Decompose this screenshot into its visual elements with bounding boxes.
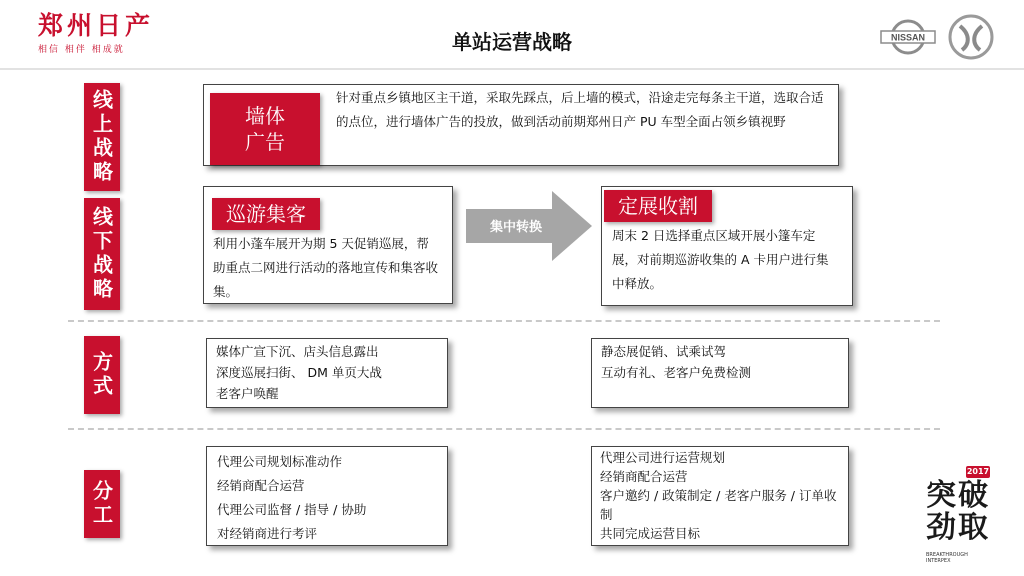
exhibit-description: 周末 2 日选择重点区域开展小篷车定展，对前期巡游收集的 A 卡用户进行集中释放。 bbox=[612, 228, 829, 291]
logo-main-text: 郑州日产 bbox=[38, 11, 155, 40]
method-right-list bbox=[601, 341, 841, 383]
list-item: 静态展促销、试乘试驾 bbox=[601, 344, 727, 359]
wall-ad-label bbox=[210, 93, 320, 165]
transfer-arrow-label: 集中转换 bbox=[489, 220, 542, 235]
list-item: 对经销商进行考评 bbox=[217, 526, 318, 541]
offline-strategy-text: 线下战略 bbox=[89, 206, 114, 302]
list-item: 经销商配合运营 bbox=[217, 478, 305, 493]
nissan-logo-text: NISSAN bbox=[890, 32, 926, 43]
division-label bbox=[84, 470, 120, 538]
list-item: 互动有礼、老客户免费检测 bbox=[601, 365, 752, 380]
list-item: 经销商配合运营 bbox=[600, 469, 688, 484]
exhibit-label: 定展收割 bbox=[604, 190, 712, 222]
list-item: 媒体广宣下沉、店头信息露出 bbox=[216, 344, 379, 359]
nissan-logo-icon bbox=[880, 18, 936, 56]
method-label bbox=[84, 336, 120, 414]
section-divider-1 bbox=[68, 320, 940, 322]
online-strategy-text: 线上战略 bbox=[89, 89, 114, 185]
header-divider bbox=[0, 68, 1024, 70]
list-item: 代理公司监督 / 指导 / 协助 bbox=[217, 502, 367, 517]
cruise-label: 巡游集客 bbox=[212, 198, 320, 230]
method-label-text: 方式 bbox=[89, 351, 114, 399]
wall-ad-description: 针对重点乡镇地区主干道，采取先踩点，后上墙的模式，沿途走完每条主干道，选取合适的点位，进行墙体广告的投放，做到活动前期郑州日产 PU 车型全面占领乡镇视野 bbox=[336, 90, 824, 129]
badge-year: 2017 bbox=[966, 467, 990, 476]
badge-caption: BREAKTHROUGH INTERPEX bbox=[926, 552, 968, 564]
wall-ad-label-text: 墙体 广告 bbox=[245, 104, 285, 154]
division-right-list bbox=[600, 448, 844, 543]
list-item: 代理公司规划标准动作 bbox=[217, 454, 343, 469]
breakthrough-badge bbox=[924, 462, 1018, 570]
list-item: 老客户唤醒 bbox=[216, 386, 279, 401]
division-left-list bbox=[217, 450, 441, 546]
section-divider-2 bbox=[68, 428, 940, 430]
cruise-description: 利用小蓬车展开为期 5 天促销巡展，帮助重点二网进行活动的落地宣传和集客收集。 bbox=[213, 236, 439, 299]
badge-calligraphy: 突破 劲取 bbox=[926, 478, 990, 545]
online-strategy-label bbox=[84, 83, 120, 191]
logo-slogan: 相信 相伴 相成就 bbox=[38, 45, 125, 55]
dongfeng-logo-icon bbox=[948, 14, 994, 60]
page-title: 单站运营战略 bbox=[452, 30, 572, 54]
list-item: 代理公司进行运营规划 bbox=[600, 450, 726, 465]
offline-strategy-label bbox=[84, 198, 120, 310]
division-label-text: 分工 bbox=[89, 480, 114, 528]
list-item: 深度巡展扫街、 DM 单页大战 bbox=[216, 365, 382, 380]
list-item: 共同完成运营目标 bbox=[600, 526, 701, 541]
method-left-list bbox=[216, 341, 442, 404]
list-item: 客户邀约 / 政策制定 / 老客户服务 / 订单收制 bbox=[600, 488, 837, 522]
